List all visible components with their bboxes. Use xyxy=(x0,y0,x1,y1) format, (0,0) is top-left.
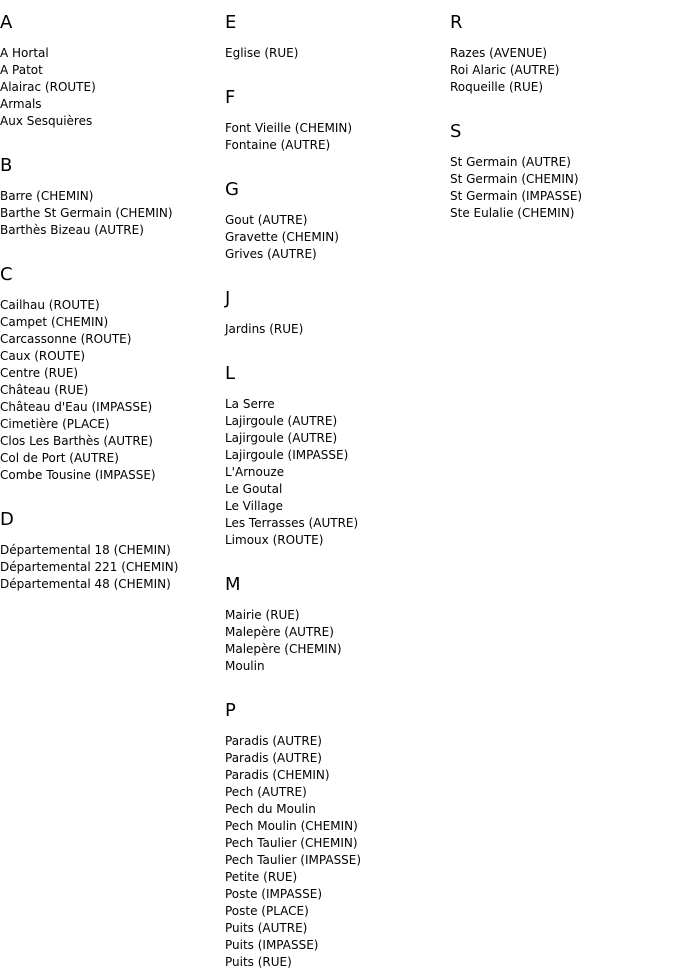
street-item: Poste (PLACE) xyxy=(225,904,309,918)
street-item: Pech Taulier (CHEMIN) xyxy=(225,836,358,850)
street-list xyxy=(225,120,450,154)
street-item: Puits (IMPASSE) xyxy=(225,938,319,952)
street-item: Poste (IMPASSE) xyxy=(225,887,323,901)
street-item: Clos Les Barthès (AUTRE) xyxy=(0,434,153,448)
street-list xyxy=(450,154,675,222)
street-list xyxy=(225,733,450,971)
street-item: A Patot xyxy=(0,63,43,77)
street-list xyxy=(225,45,450,62)
letter-group xyxy=(225,576,450,675)
letter-group xyxy=(225,14,450,62)
street-item: Font Vieille (CHEMIN) xyxy=(225,121,353,135)
street-item: Barthe St Germain (CHEMIN) xyxy=(0,206,173,220)
street-item: Lajirgoule (AUTRE) xyxy=(225,414,338,428)
street-item: Caux (ROUTE) xyxy=(0,349,86,363)
street-item: A Hortal xyxy=(0,46,49,60)
letter-group xyxy=(225,89,450,154)
street-list xyxy=(450,45,675,96)
street-item: La Serre xyxy=(225,397,275,411)
street-item: Puits (RUE) xyxy=(225,955,292,969)
street-list xyxy=(0,542,225,593)
letter-heading: P xyxy=(225,700,236,721)
street-item: Carcassonne (ROUTE) xyxy=(0,332,132,346)
street-item: St Germain (AUTRE) xyxy=(450,155,571,169)
letter-heading: F xyxy=(225,87,236,108)
street-item: Grives (AUTRE) xyxy=(225,247,317,261)
street-item: Cailhau (ROUTE) xyxy=(0,298,100,312)
street-item: Centre (RUE) xyxy=(0,366,79,380)
letter-heading: D xyxy=(0,509,14,530)
street-list xyxy=(0,297,225,484)
street-item: Razes (AVENUE) xyxy=(450,46,548,60)
street-item: Moulin xyxy=(225,659,265,673)
letter-heading: A xyxy=(0,12,13,33)
letter-heading: M xyxy=(225,574,241,595)
letter-group xyxy=(225,181,450,263)
street-item: Château (RUE) xyxy=(0,383,89,397)
street-item: Armals xyxy=(0,97,42,111)
street-item: Eglise (RUE) xyxy=(225,46,299,60)
letter-group xyxy=(0,266,225,484)
street-item: Pech Moulin (CHEMIN) xyxy=(225,819,358,833)
street-item: Paradis (AUTRE) xyxy=(225,734,322,748)
letter-group xyxy=(0,157,225,239)
street-item: Campet (CHEMIN) xyxy=(0,315,109,329)
street-item: St Germain (CHEMIN) xyxy=(450,172,579,186)
letter-heading: B xyxy=(0,155,13,176)
street-item: Ste Eulalie (CHEMIN) xyxy=(450,206,575,220)
street-item: Barthès Bizeau (AUTRE) xyxy=(0,223,144,237)
street-item: Alairac (ROUTE) xyxy=(0,80,96,94)
street-item: L'Arnouze xyxy=(225,465,285,479)
street-item: Roqueille (RUE) xyxy=(450,80,544,94)
street-item: Limoux (ROUTE) xyxy=(225,533,324,547)
street-column xyxy=(225,0,450,971)
letter-group xyxy=(225,365,450,549)
street-list xyxy=(225,607,450,675)
street-item: Gravette (CHEMIN) xyxy=(225,230,339,244)
letter-heading: L xyxy=(225,363,236,384)
street-list xyxy=(225,212,450,263)
letter-group xyxy=(0,14,225,130)
street-list xyxy=(225,396,450,549)
street-list xyxy=(0,45,225,130)
letter-heading: G xyxy=(225,179,239,200)
street-item: Le Village xyxy=(225,499,283,513)
street-item: Les Terrasses (AUTRE) xyxy=(225,516,359,530)
street-item: Pech (AUTRE) xyxy=(225,785,307,799)
street-item: Départemental 48 (CHEMIN) xyxy=(0,577,171,591)
letter-heading: E xyxy=(225,12,237,33)
letter-heading: R xyxy=(450,12,463,33)
street-list xyxy=(225,321,450,338)
street-item: Fontaine (AUTRE) xyxy=(225,138,331,152)
street-item: Cimetière (PLACE) xyxy=(0,417,110,431)
street-column xyxy=(450,0,675,222)
letter-group xyxy=(225,290,450,338)
street-list xyxy=(0,188,225,239)
street-item: Malepère (AUTRE) xyxy=(225,625,334,639)
street-item: Le Goutal xyxy=(225,482,283,496)
street-item: Pech Taulier (IMPASSE) xyxy=(225,853,362,867)
street-item: Mairie (RUE) xyxy=(225,608,300,622)
street-item: Lajirgoule (AUTRE) xyxy=(225,431,338,445)
street-item: Jardins (RUE) xyxy=(225,322,304,336)
letter-group xyxy=(0,511,225,593)
street-item: Malepère (CHEMIN) xyxy=(225,642,342,656)
street-item: Roi Alaric (AUTRE) xyxy=(450,63,560,77)
street-item: Pech du Moulin xyxy=(225,802,316,816)
street-item: Lajirgoule (IMPASSE) xyxy=(225,448,349,462)
street-column xyxy=(0,0,225,593)
street-item: Petite (RUE) xyxy=(225,870,298,884)
letter-group xyxy=(225,702,450,971)
street-item: Col de Port (AUTRE) xyxy=(0,451,119,465)
street-item: St Germain (IMPASSE) xyxy=(450,189,583,203)
street-item: Aux Sesquières xyxy=(0,114,93,128)
letter-heading: J xyxy=(225,288,231,309)
letter-group xyxy=(450,14,675,96)
street-item: Château d'Eau (IMPASSE) xyxy=(0,400,153,414)
street-item: Départemental 221 (CHEMIN) xyxy=(0,560,179,574)
street-item: Départemental 18 (CHEMIN) xyxy=(0,543,171,557)
street-item: Combe Tousine (IMPASSE) xyxy=(0,468,156,482)
street-item: Paradis (AUTRE) xyxy=(225,751,322,765)
street-item: Puits (AUTRE) xyxy=(225,921,308,935)
street-item: Barre (CHEMIN) xyxy=(0,189,94,203)
letter-heading: S xyxy=(450,121,462,142)
letter-group xyxy=(450,123,675,222)
letter-heading: C xyxy=(0,264,13,285)
street-item: Paradis (CHEMIN) xyxy=(225,768,330,782)
street-item: Gout (AUTRE) xyxy=(225,213,308,227)
